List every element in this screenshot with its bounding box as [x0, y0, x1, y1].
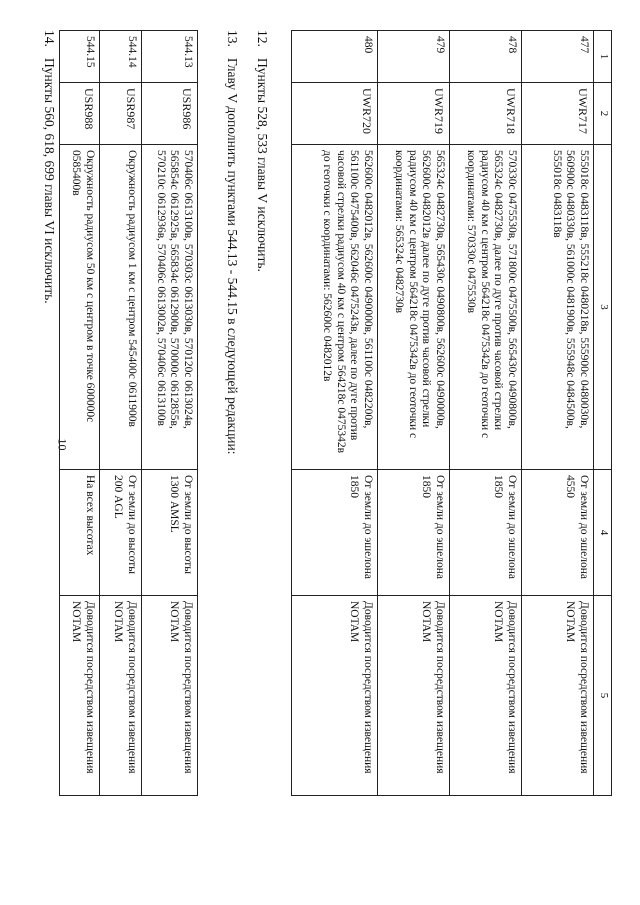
zone-altitude: На всех высотах [60, 470, 100, 596]
paragraph-text: Пункты 560, 618, 699 главы VI исключить. [42, 58, 57, 304]
paragraph-13 [224, 30, 240, 455]
paragraph-number: 12. [255, 30, 270, 47]
zone-code: UWR719 [378, 83, 450, 145]
zone-coordinates: 570330с 0475530в, 571800с 0475500в, 565430с 0490800в, 565324с 0482730в, далее по дуге против часовой стрелки радиусом 40 км с центром 564218с 0475342в до геоточки с координатами: 570330с 0475530в [450, 145, 522, 470]
zone-altitude: От земли до эшелона 1850 [450, 470, 522, 596]
header-col-1: 1 [594, 31, 612, 83]
zone-code: USR987 [100, 83, 142, 145]
zone-coordinates: 570406с 0613100в, 570303с 0613030в, 570120с 0613024в, 565854с 0612925в, 565834с 0612900в, 570000с 0612855в, 570210с 0612936в, 570406с 0613002в, 570406с 0613100в [142, 145, 198, 470]
row-number: 479 [378, 31, 450, 83]
zone-code: UWR720 [292, 83, 378, 145]
zone-notam: Доводится посредством извещения NOTAM [450, 596, 522, 796]
table-row [142, 31, 198, 796]
row-number: 544.13 [142, 31, 198, 83]
zone-code: USR986 [142, 83, 198, 145]
zone-code: USR988 [60, 83, 100, 145]
zone-altitude: От земли до высоты 1300 AMSL [142, 470, 198, 596]
restricted-areas-table-1 [291, 30, 612, 796]
paragraph-text: Пункты 528, 533 главы V исключить. [255, 58, 270, 272]
zone-altitude: От земли до эшелона 4550 [522, 470, 594, 596]
zone-notam: Доводится посредством извещения NOTAM [60, 596, 100, 796]
table-row [292, 31, 378, 796]
table-row [60, 31, 100, 796]
row-number: 478 [450, 31, 522, 83]
zone-code: UWR717 [522, 83, 594, 145]
paragraph-12 [254, 30, 270, 272]
table-row [100, 31, 142, 796]
table-row [450, 31, 522, 796]
zone-coordinates: Окружность радиусом 50 км с центром в точке 600000с 0585400в [60, 145, 100, 470]
zone-notam: Доводится посредством извещения NOTAM [522, 596, 594, 796]
table-row [522, 31, 594, 796]
row-number: 480 [292, 31, 378, 83]
rotated-document-sheet [27, 30, 612, 890]
table-row [378, 31, 450, 796]
paragraph-text: Главу V дополнить пунктами 544.13 - 544.15 в следующей редакции: [225, 58, 240, 455]
restricted-areas-table-2 [59, 30, 198, 796]
header-col-3: 3 [594, 145, 612, 470]
header-col-2: 2 [594, 83, 612, 145]
zone-notam: Доводится посредством извещения NOTAM [292, 596, 378, 796]
zone-code: UWR718 [450, 83, 522, 145]
page-number: 10 [55, 438, 70, 451]
zone-notam: Доводится посредством извещения NOTAM [142, 596, 198, 796]
zone-altitude: От земли до эшелона 1850 [378, 470, 450, 596]
zone-altitude: От земли до высоты 200 AGL [100, 470, 142, 596]
paragraph-number: 13. [225, 30, 240, 47]
row-number: 544.15 [60, 31, 100, 83]
paragraph-number: 14. [42, 30, 57, 47]
zone-altitude: От земли до эшелона 1850 [292, 470, 378, 596]
header-col-5: 5 [594, 596, 612, 796]
header-col-4: 4 [594, 470, 612, 596]
zone-notam: Доводится посредством извещения NOTAM [100, 596, 142, 796]
zone-coordinates: 562600с 0482012в, 562600с 0490000в, 561100с 0482200в, 561100с 0475400в, 562046с 0475243в, далее по дуге против часовой стрелки радиусом 40 км с центром 564218с 0475342в до геоточки с координатами: 562600с 0482012в [292, 145, 378, 470]
zone-coordinates: Окружность радиусом 1 км с центром 545400с 0611900в [100, 145, 142, 470]
row-number: 544.14 [100, 31, 142, 83]
table-header-row [594, 31, 612, 796]
zone-notam: Доводится посредством извещения NOTAM [378, 596, 450, 796]
paragraph-14 [41, 30, 57, 304]
row-number: 477 [522, 31, 594, 83]
zone-coordinates: 565324с 0482730в, 565430с 0490800в, 562600с 0490000в, 562600с 0482012в далее по дуге против часовой стрелки радиусом 40 км с центром 564218с 0475342в до геоточки с координатами: 565324с 0482730в [378, 145, 450, 470]
zone-coordinates: 555018с 0483118в, 555218с 0480218в, 555900с 0480030в, 560900с 0480330в, 561000с 0481900в, 555948с 0484500в, 555018с 0483118в [522, 145, 594, 470]
